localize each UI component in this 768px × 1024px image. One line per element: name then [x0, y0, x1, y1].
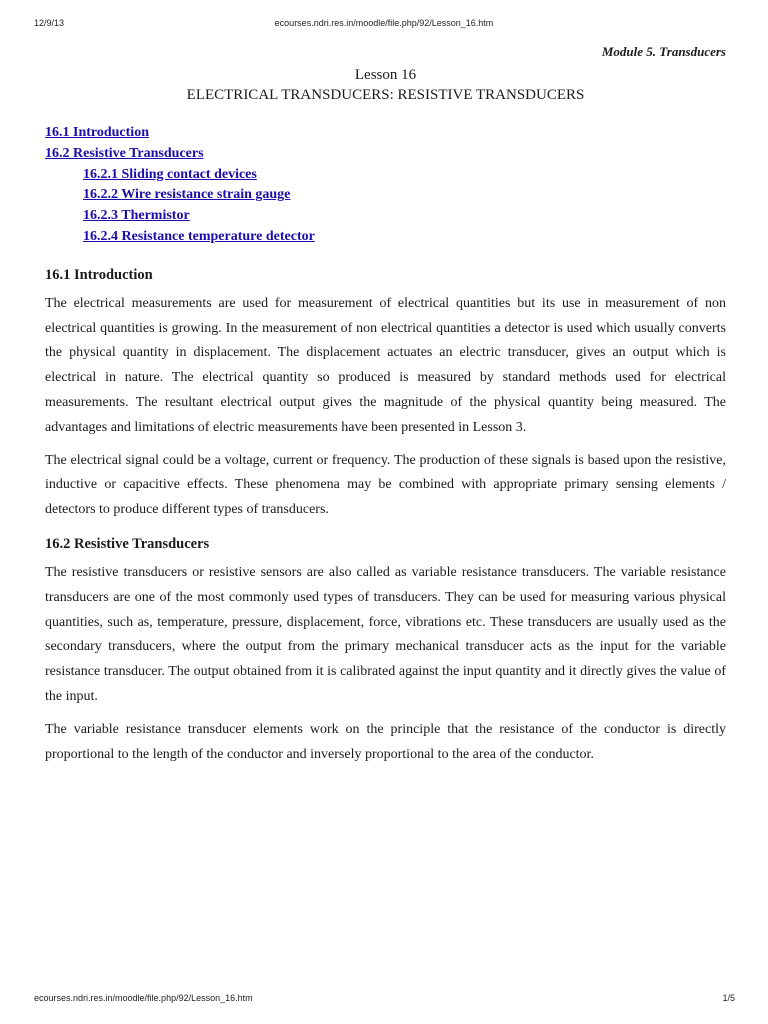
paragraph: The variable resistance transducer elements work on the principle that the resistance of the conductor is directly proportional to the length of the conductor and inversely proportional to the area of the conductor.: [45, 721, 726, 762]
toc-link-thermistor[interactable]: 16.2.3 Thermistor: [83, 208, 190, 224]
print-footer-url: ecourses.ndri.res.in/moodle/file.php/92/Lesson_16.htm: [34, 993, 253, 1003]
toc-link-resistance-temperature-detector[interactable]: 16.2.4 Resistance temperature detector: [83, 228, 315, 244]
toc-link-introduction[interactable]: 16.1 Introduction: [45, 125, 149, 140]
table-of-contents: [45, 123, 726, 248]
page-title: ELECTRICAL TRANSDUCERS: RESISTIVE TRANSDUCERS: [186, 87, 585, 103]
page-number: 1/5: [722, 993, 735, 1003]
toc-link-wire-resistance-strain-gauge[interactable]: 16.2.2 Wire resistance strain gauge: [83, 187, 291, 203]
paragraph: The electrical measurements are used for measurement of electrical quantities but its use in measurement of non electrical quantities is growing. In the measurement of non electrical quantities a detector is used which usually converts the physical quantity in displacement. The displacement actuates an electric transducer, gives an output which is electrical in nature. The electrical quantity so produced is measured by standard methods used for electrical measurements. The resultant electrical output gives the magnitude of the physical quantity being measured. The advantages and limitations of electric measurements have been presented in Lesson 3.: [45, 295, 726, 435]
toc-link-sliding-contact-devices[interactable]: 16.2.1 Sliding contact devices: [83, 166, 257, 182]
document-content: [45, 44, 726, 767]
section-heading-resistive-transducers: 16.2 Resistive Transducers: [45, 535, 210, 552]
print-date: 12/9/13: [34, 18, 65, 28]
print-header-url: ecourses.ndri.res.in/moodle/file.php/92/Lesson_16.htm: [274, 18, 494, 28]
module-label: Module 5. Transducers: [601, 44, 726, 59]
paragraph: The resistive transducers or resistive sensors are also called as variable resistance transducers. The variable resistance transducers are one of the most commonly used types of transducers. They can be used for measuring various physical quantities, such as, temperature, pressure, displacement, force, vibrations etc. These transducers are usually used as the secondary transducers, where the output from the primary mechanical transducer acts as the input for the variable resistance transducer. The output obtained from it is calibrated against the input quantity and it directly gives the value of the input.: [45, 564, 726, 704]
section-heading-introduction: 16.1 Introduction: [45, 266, 153, 283]
paragraph: The electrical signal could be a voltage, current or frequency. The production of these signals is based upon the resistive, inductive or capacitive effects. These phenomena may be combined with appropriate primary sensing elements / detectors to produce different types of transducers.: [45, 452, 726, 518]
lesson-number: Lesson 16: [354, 67, 417, 83]
toc-link-resistive-transducers[interactable]: 16.2 Resistive Transducers: [45, 145, 204, 161]
